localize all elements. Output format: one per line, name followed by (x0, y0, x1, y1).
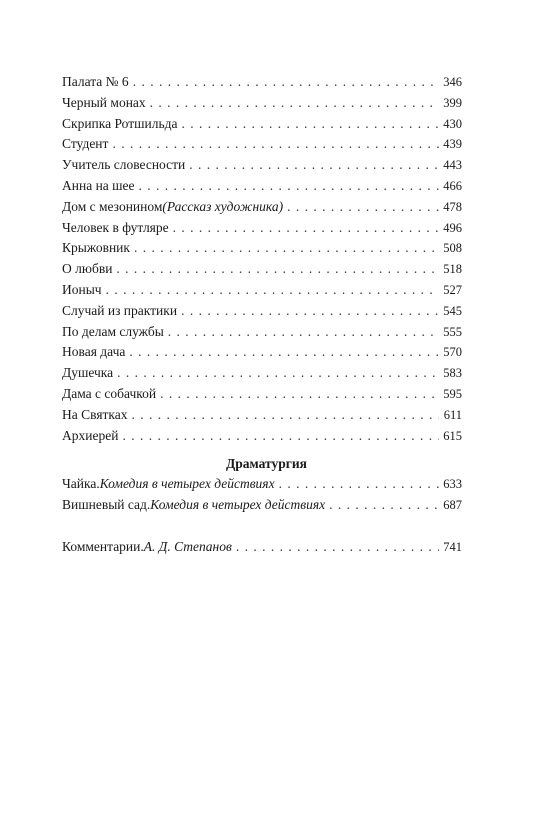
entry-page-number: 633 (443, 477, 462, 491)
entry-title: Комментарии. (62, 539, 144, 554)
dot-leader (182, 114, 439, 135)
section-heading-drama: Драматургия (226, 456, 307, 471)
entry-page-number: 508 (443, 241, 462, 256)
dot-leader (150, 93, 439, 114)
toc-entry (62, 301, 462, 322)
dot-leader (116, 259, 439, 280)
entry-title: Учитель словесности (62, 157, 186, 173)
dot-leader (139, 176, 439, 197)
dot-leader (329, 495, 439, 516)
entry-title: Случай из практики (62, 302, 178, 318)
dot-leader (168, 322, 439, 343)
entry-page-number: 466 (443, 178, 462, 193)
dot-leader (129, 342, 439, 363)
toc-entry (62, 495, 462, 516)
entry-title: Дама с собачкой (62, 385, 157, 401)
entry-page-number: 478 (443, 199, 462, 214)
entry-page-number: 430 (443, 116, 462, 131)
dot-leader (236, 537, 439, 558)
entry-title: Архиерей (62, 427, 119, 443)
toc-entry (62, 238, 462, 259)
toc-entry (62, 426, 462, 447)
toc-commentary-list (62, 537, 462, 558)
entry-page-number: 611 (443, 407, 462, 422)
toc-entry (62, 280, 462, 301)
entry-title: Студент (62, 136, 109, 152)
entry-page-number: 570 (443, 345, 462, 360)
entry-title: Чайка. (62, 476, 100, 491)
entry-subtitle: (Рассказ художника) (162, 198, 284, 214)
toc-entry (62, 384, 462, 405)
dot-leader (133, 72, 439, 93)
entry-title: По делам службы (62, 323, 164, 339)
toc-entry (62, 114, 462, 135)
toc-entry (62, 93, 462, 114)
dot-leader (287, 197, 439, 218)
toc-entry (62, 322, 462, 343)
toc-entry (62, 405, 462, 426)
entry-page-number: 545 (443, 303, 462, 318)
entry-page-number: 615 (443, 428, 462, 443)
toc-entry (62, 259, 462, 280)
dot-leader (279, 474, 439, 495)
entry-page-number: 518 (443, 262, 462, 277)
entry-title: Вишневый сад. (62, 496, 151, 512)
toc-entry (62, 537, 462, 558)
entry-subtitle: Комедия в четырех действиях (99, 476, 275, 491)
dot-leader (112, 134, 439, 155)
dot-leader (117, 363, 439, 384)
entry-page-number: 595 (443, 386, 462, 401)
entry-title: На Святках (62, 406, 128, 422)
toc-entry (62, 155, 462, 176)
entry-page-number: 443 (443, 158, 462, 173)
toc-drama-list (62, 474, 462, 516)
dot-leader (189, 155, 439, 176)
entry-title: Палата № 6 (62, 74, 129, 89)
dot-leader (106, 280, 439, 301)
entry-title: Новая дача (62, 344, 126, 360)
entry-title: Ионыч (62, 281, 102, 297)
entry-title: Душечка (62, 365, 114, 381)
entry-page-number: 555 (443, 324, 462, 339)
dot-leader (132, 405, 439, 426)
toc-entry (62, 342, 462, 363)
toc-main-list (62, 72, 462, 446)
toc-entry (62, 176, 462, 197)
entry-page-number: 346 (443, 75, 462, 89)
entry-page-number: 583 (443, 366, 462, 381)
entry-page-number: 439 (443, 137, 462, 152)
entry-page-number: 496 (443, 220, 462, 235)
entry-title: Скрипка Ротшильда (62, 115, 178, 131)
dot-leader (181, 301, 439, 322)
entry-subtitle: А. Д. Степанов (143, 539, 232, 554)
dot-leader (122, 426, 439, 447)
entry-title: О любви (62, 261, 113, 277)
entry-page-number: 399 (443, 95, 462, 110)
toc-entry (62, 72, 462, 93)
dot-leader (173, 218, 439, 239)
entry-page-number: 687 (443, 497, 462, 512)
toc-entry (62, 134, 462, 155)
entry-title: Человек в футляре (62, 219, 169, 235)
entry-title: Черный монах (62, 94, 146, 110)
entry-title: Дом с мезонином (62, 198, 163, 214)
entry-page-number: 527 (443, 282, 462, 297)
entry-title: Крыжовник (62, 240, 130, 256)
toc-entry (62, 218, 462, 239)
dot-leader (160, 384, 439, 405)
entry-title: Анна на шее (62, 177, 135, 193)
toc-entry (62, 197, 462, 218)
toc-entry (62, 474, 462, 495)
dot-leader (134, 238, 439, 259)
toc-entry (62, 363, 462, 384)
entry-page-number: 741 (443, 540, 462, 554)
entry-subtitle: Комедия в четырех действиях (150, 496, 326, 512)
